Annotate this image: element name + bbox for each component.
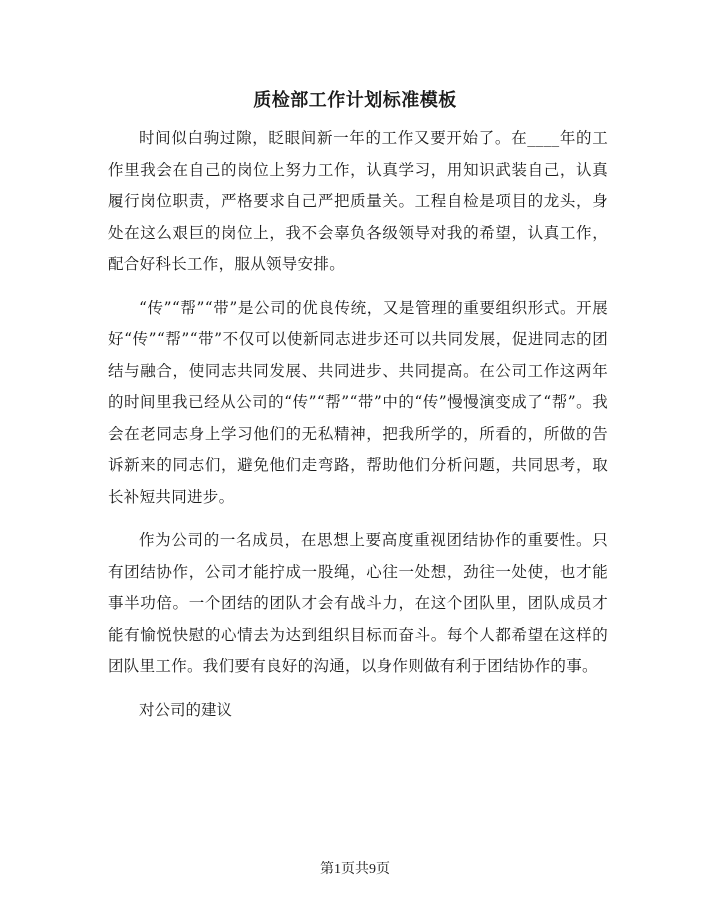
document-title: 质检部工作计划标准模板 xyxy=(253,90,457,111)
paragraph-2: “传”“帮”“带”是公司的优良传统，又是管理的重要组织形式。开展好“传”“帮”“带”不仅可以使新同志进步还可以共同发展，促进同志的团结与融合，使同志共同发展、共同进步、共同提高。在公司工作这两年的时间里我已经从公司的“传”“帮”“带”中的“传”慢慢演变成了“帮”。我会在老同志身上学习他们的无私精神，把我所学的，所看的，所做的告诉新来的同志们，避免他们走弯路，帮助他们分析问题，共同思考，取长补短共同进步。 xyxy=(108,298,608,506)
paragraph-1: 时间似白驹过隙，眨眼间新一年的工作又要开始了。在____年的工作里我会在自己的岗位上努力工作，认真学习，用知识武装自己，认真履行岗位职责，严格要求自己严把质量关。工程自检是项目的龙头，身处在这么艰巨的岗位上，我不会辜负各级领导对我的希望，认真工作，配合好科长工作，服从领导安排。 xyxy=(108,129,608,273)
section-heading: 对公司的建议 xyxy=(139,700,233,719)
page-number: 第1页共9页 xyxy=(320,862,390,877)
paragraph-3: 作为公司的一名成员，在思想上要高度重视团结协作的重要性。只有团结协作，公司才能拧成一股绳，心往一处想，劲往一处使，也才能事半功倍。一个团结的团队才会有战斗力，在这个团队里，团队成员才能有愉悦快慰的心情去为达到组织目标而奋斗。每个人都希望在这样的团队里工作。我们要有良好的沟通，以身作则做有利于团结协作的事。 xyxy=(108,531,608,675)
document-body xyxy=(108,123,608,726)
